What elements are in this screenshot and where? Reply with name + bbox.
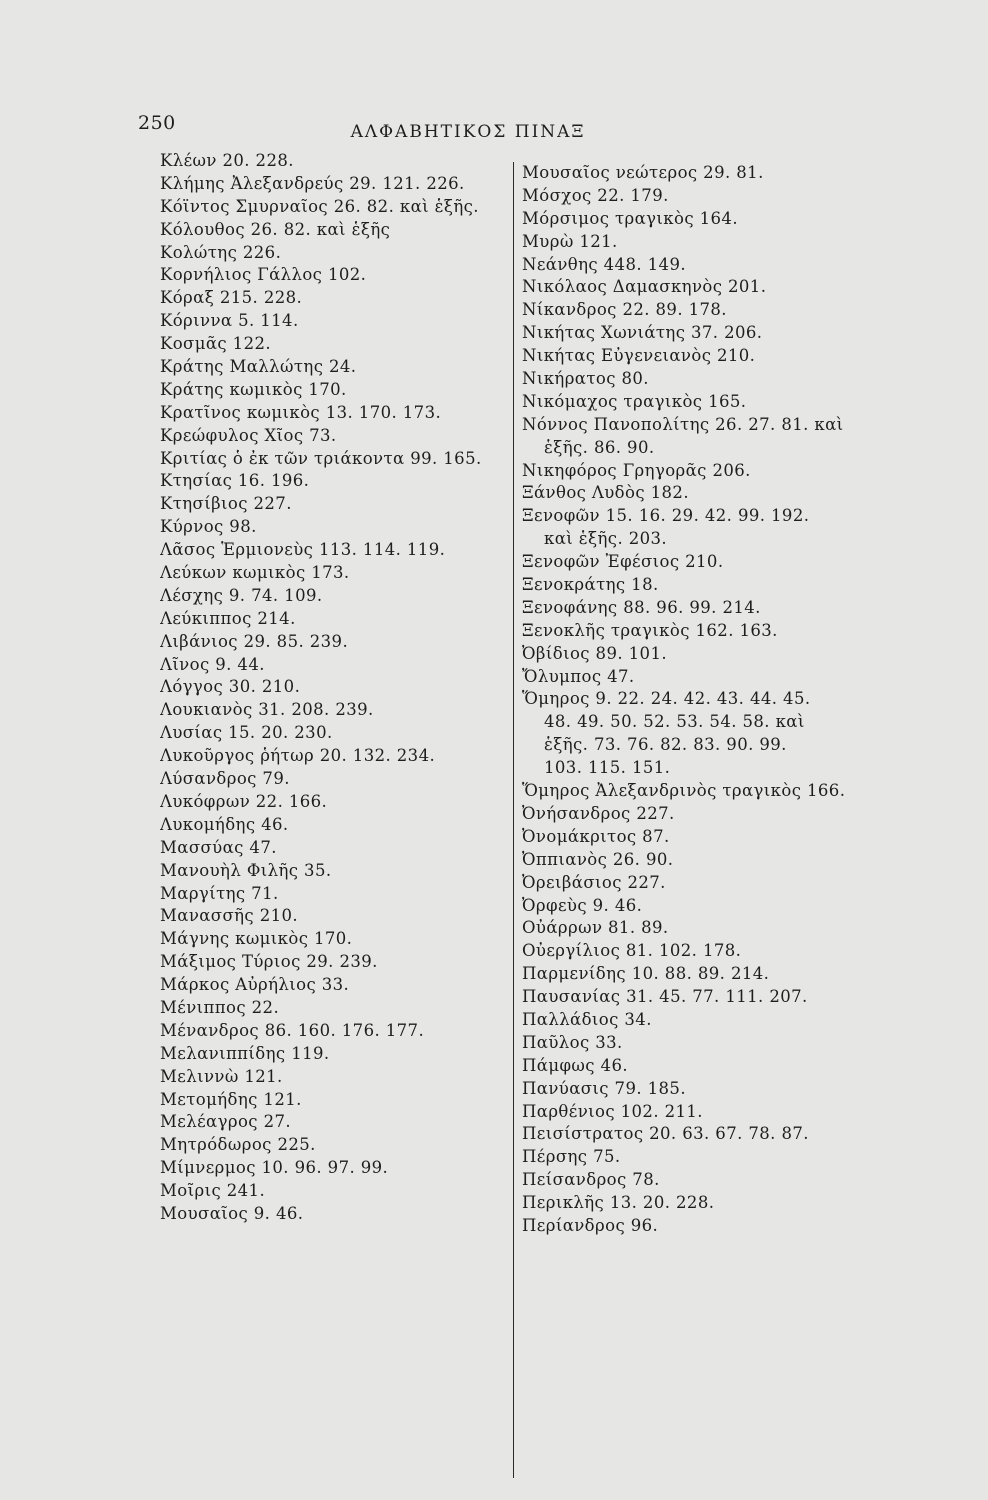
index-entry: Μίμνερμος 10. 96. 97. 99. — [160, 1158, 389, 1178]
index-entry: Ξενοκλῆς τραγικὸς 162. 163. — [522, 620, 778, 640]
index-entry: Περίανδρος 96. — [522, 1215, 659, 1235]
index-entry: Κύρνος 98. — [160, 517, 257, 537]
index-entry: Ὀρειβάσιος 227. — [522, 872, 666, 892]
index-entry: Νικήτας Χωνιάτης 37. 206. — [522, 323, 763, 343]
index-column-left — [160, 150, 510, 1226]
index-entry: Κορνήλιος Γάλλος 102. — [160, 265, 367, 285]
index-entry: Κόλουθος 26. 82. καὶ ἑξῆς — [160, 219, 391, 239]
index-entry: Κριτίας ὁ ἐκ τῶν τριάκοντα 99. 165. — [160, 448, 482, 468]
index-entry: Ξενοφῶν 15. 16. 29. 42. 99. 192. — [522, 506, 810, 526]
index-entry: Μυρὼ 121. — [522, 231, 618, 251]
index-entry: Παῦλος 33. — [522, 1032, 623, 1052]
index-entry: Ὀππιανὸς 26. 90. — [522, 849, 674, 869]
index-entry: Λουκιανὸς 31. 208. 239. — [160, 700, 374, 720]
index-entry: Ξενοκράτης 18. — [522, 575, 659, 595]
index-entry: Νεάνθης 448. 149. — [522, 254, 686, 274]
index-entry: Πέρσης 75. — [522, 1147, 621, 1167]
index-entry: Κόραξ 215. 228. — [160, 288, 303, 308]
index-entry: Παρθένιος 102. 211. — [522, 1101, 703, 1121]
index-entry: Κοσμᾶς 122. — [160, 334, 272, 354]
index-entry: Μουσαῖος 9. 46. — [160, 1203, 304, 1223]
index-entry: Μένανδρος 86. 160. 176. 177. — [160, 1020, 425, 1040]
index-entry: Νικήρατος 80. — [522, 369, 649, 389]
index-entry-continuation: ἑξῆς. 86. 90. — [544, 437, 655, 457]
index-entry: Μασσύας 47. — [160, 837, 277, 857]
index-entry: Ξενοφάνης 88. 96. 99. 214. — [522, 597, 761, 617]
index-entry: Κόϊντος Σμυρναῖος 26. 82. καὶ ἑξῆς. — [160, 196, 479, 216]
index-entry: Κολώτης 226. — [160, 242, 282, 262]
index-entry: Λιβάνιος 29. 85. 239. — [160, 631, 349, 651]
index-entry: Ὀνομάκριτος 87. — [522, 826, 670, 846]
index-entry: Νικόμαχος τραγικὸς 165. — [522, 391, 747, 411]
index-entry: Ξενοφῶν Ἐφέσιος 210. — [522, 552, 724, 572]
page-number: 250 — [138, 112, 176, 134]
index-entry: Λᾶσος Ἑρμιονεὺς 113. 114. 119. — [160, 540, 446, 560]
index-entry: Μελανιππίδης 119. — [160, 1043, 330, 1063]
index-entry: Μάξιμος Τύριος 29. 239. — [160, 952, 378, 972]
index-entry: Μάγνης κωμικὸς 170. — [160, 929, 353, 949]
index-entry: Λῖνος 9. 44. — [160, 654, 265, 674]
index-entry: Πεισίστρατος 20. 63. 67. 78. 87. — [522, 1124, 809, 1144]
index-entry: Λυκοῦργος ῥήτωρ 20. 132. 234. — [160, 746, 436, 766]
index-entry: Μένιππος 22. — [160, 997, 280, 1017]
index-entry: Κτησίβιος 227. — [160, 494, 292, 514]
index-entry: Περικλῆς 13. 20. 228. — [522, 1193, 715, 1213]
index-entry: Κτησίας 16. 196. — [160, 471, 310, 491]
index-entry: Ὅμηρος 9. 22. 24. 42. 43. 44. 45. — [522, 689, 811, 709]
index-entry: Κλέων 20. 228. — [160, 151, 294, 170]
index-entry: Μουσαῖος νεώτερος 29. 81. — [522, 163, 764, 182]
index-entry: Ὀνήσανδρος 227. — [522, 803, 675, 823]
index-entry: Οὐάρρων 81. 89. — [522, 918, 669, 938]
index-entry: Μοῖρις 241. — [160, 1181, 266, 1201]
index-entry-continuation: καὶ ἑξῆς. 203. — [544, 529, 668, 549]
index-entry: Νίκανδρος 22. 89. 178. — [522, 300, 727, 320]
index-entry: Μετομήδης 121. — [160, 1089, 302, 1109]
index-entry: Λυσίας 15. 20. 230. — [160, 723, 333, 743]
index-entry: Κόριννα 5. 114. — [160, 311, 299, 331]
index-entry: Νικηφόρος Γρηγορᾶς 206. — [522, 460, 751, 480]
index-entry: Νόννος Πανοπολίτης 26. 27. 81. καὶ — [522, 414, 844, 434]
index-entry: Οὐεργίλιος 81. 102. 178. — [522, 941, 742, 961]
index-entry: Κρατῖνος κωμικὸς 13. 170. 173. — [160, 402, 442, 422]
index-entry: Κρεώφυλος Χῖος 73. — [160, 425, 337, 445]
index-entry: Παρμενίδης 10. 88. 89. 214. — [522, 964, 770, 984]
index-entry: Λυκόφρων 22. 166. — [160, 791, 328, 811]
index-entry-continuation: 103. 115. 151. — [544, 758, 671, 778]
index-entry: Μάρκος Αὐρήλιος 33. — [160, 975, 350, 995]
running-title: ΑΛΦΑΒΗΤΙΚΟΣ ΠΙΝΑΞ — [350, 122, 586, 142]
index-entry: Ὀρφεὺς 9. 46. — [522, 895, 643, 915]
index-entry: Πανύασις 79. 185. — [522, 1078, 686, 1098]
index-entry: Μανουὴλ Φιλῆς 35. — [160, 860, 332, 880]
index-entry: Ὀβίδιος 89. 101. — [522, 643, 667, 663]
index-entry-continuation: ἑξῆς. 73. 76. 82. 83. 90. 99. — [544, 735, 787, 755]
index-column-right — [513, 162, 893, 1478]
index-entry: Μητρόδωρος 225. — [160, 1135, 316, 1155]
index-entry: Ὅμηρος Ἀλεξανδρινὸς τραγικὸς 166. — [522, 781, 846, 801]
index-entry: Νικόλαος Δαμασκηνὸς 201. — [522, 277, 767, 297]
index-entry-continuation: 48. 49. 50. 52. 53. 54. 58. καὶ — [544, 712, 805, 732]
index-entry: Ὄλυμπος 47. — [522, 666, 635, 686]
index-entry: Μελέαγρος 27. — [160, 1112, 292, 1132]
index-entry: Λύσανδρος 79. — [160, 769, 290, 789]
index-entry: Λέσχης 9. 74. 109. — [160, 585, 323, 605]
index-entry: Μόσχος 22. 179. — [522, 185, 669, 205]
index-entry: Κράτης κωμικὸς 170. — [160, 379, 347, 399]
index-entry: Κράτης Μαλλώτης 24. — [160, 357, 357, 377]
index-entry: Παλλάδιος 34. — [522, 1009, 652, 1029]
index-entry: Ξάνθος Λυδὸς 182. — [522, 483, 689, 503]
index-entry: Πείσανδρος 78. — [522, 1170, 660, 1190]
index-entry: Μόρσιμος τραγικὸς 164. — [522, 208, 738, 228]
index-entry: Παυσανίας 31. 45. 77. 111. 207. — [522, 987, 808, 1007]
index-entry: Πάμφως 46. — [522, 1055, 628, 1075]
index-entry: Μανασσῆς 210. — [160, 906, 299, 926]
index-entry: Λόγγος 30. 210. — [160, 677, 301, 697]
index-entry: Λυκομήδης 46. — [160, 814, 289, 834]
index-entry: Νικήτας Εὐγενειανὸς 210. — [522, 346, 756, 366]
index-entry: Λεύκιππος 214. — [160, 608, 296, 628]
index-entry: Μαργίτης 71. — [160, 883, 279, 903]
index-entry: Κλήμης Ἀλεξανδρεύς 29. 121. 226. — [160, 173, 465, 193]
index-entry: Μελιννὼ 121. — [160, 1066, 283, 1086]
index-entry: Λεύκων κωμικὸς 173. — [160, 563, 350, 583]
